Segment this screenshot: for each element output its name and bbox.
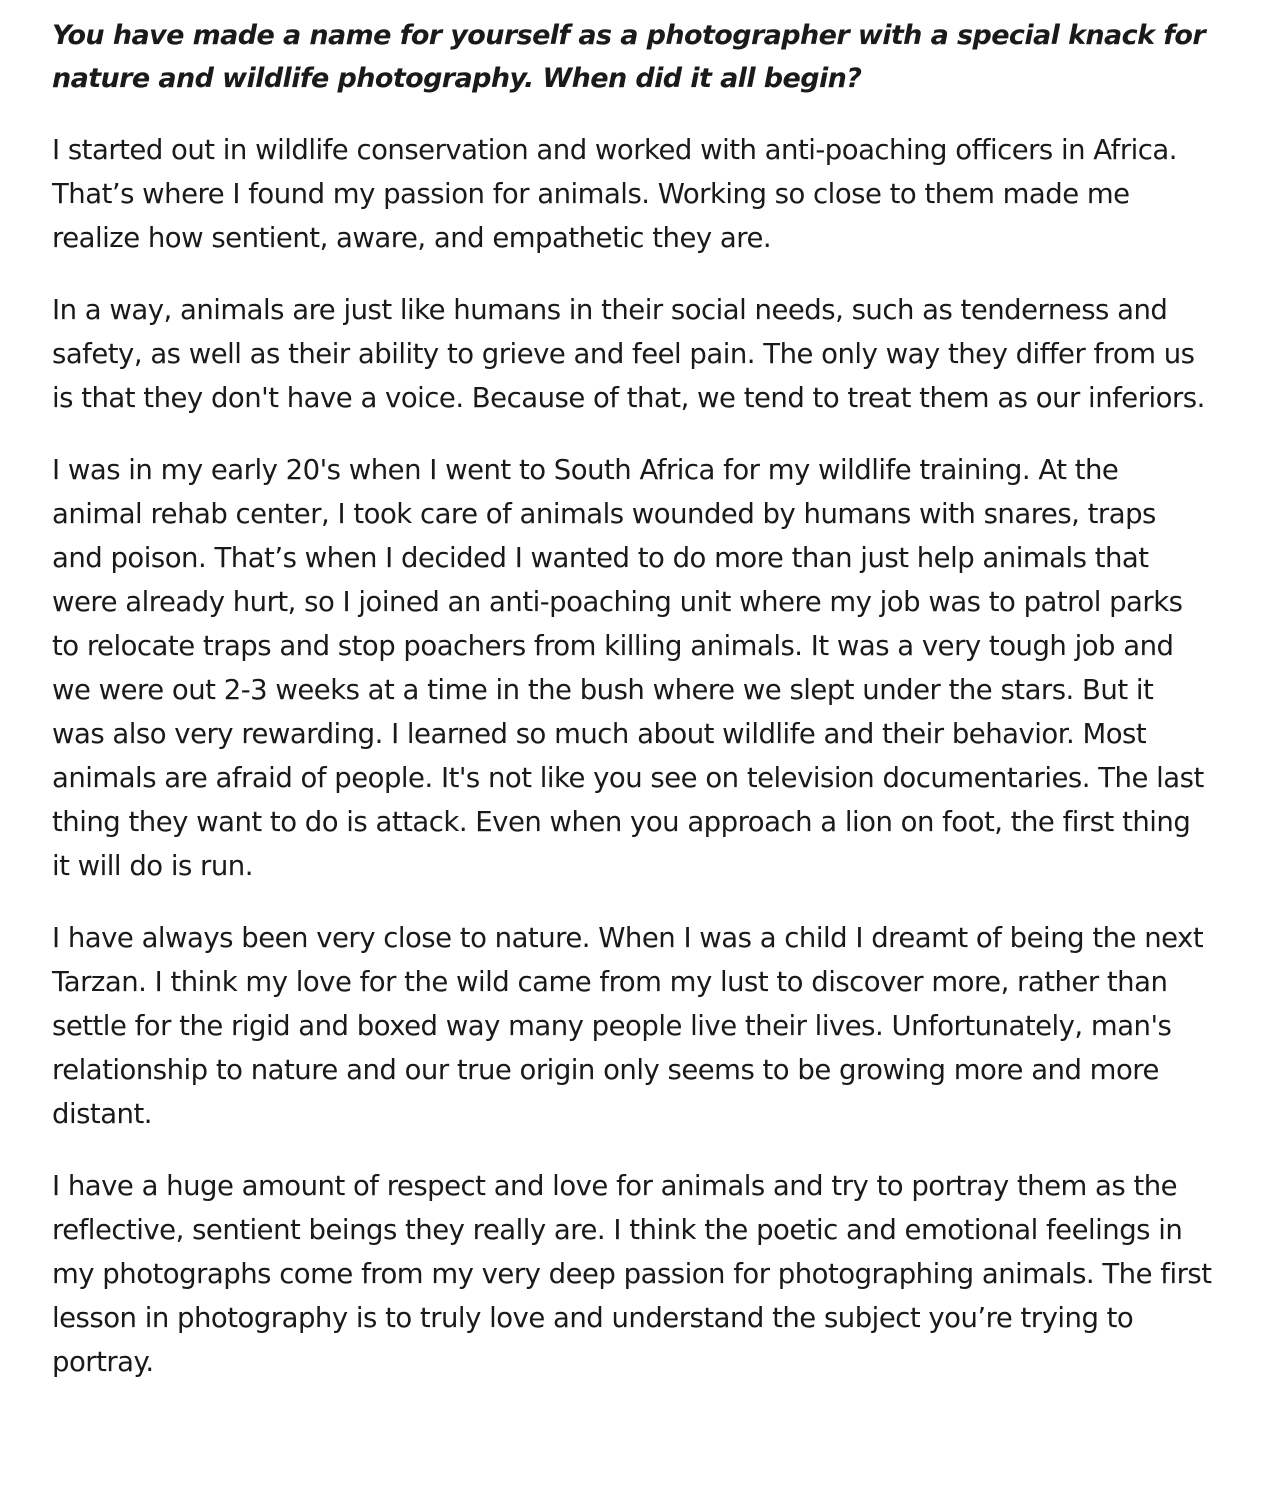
interview-question: You have made a name for yourself as a photographer with a special knack for nature and wildlife photography. When did it all begin? bbox=[52, 20, 1206, 94]
answer-paragraph-1: I started out in wildlife conservation and worked with anti-poaching officers in Africa. That’s where I found my passion for animals. Working so close to them made me realize how sentient, aware, and empathetic they are. bbox=[52, 134, 1177, 254]
answer-paragraph-4: I have always been very close to nature. When I was a child I dreamt of being the next Tarzan. I think my love for the wild came from my lust to discover more, rather than settle for the rigid and boxed way many people live their lives. Unfortunately, man's relationship to nature and our true origin only seems to be growing more and more distant. bbox=[52, 922, 1204, 1130]
answer-paragraph-5: I have a huge amount of respect and love for animals and try to portray them as the reflective, sentient beings they really are. I think the poetic and emotional feelings in my photographs come from my very deep passion for photographing animals. The first lesson in photography is to truly love and understand the subject you’re trying to portray. bbox=[52, 1170, 1212, 1378]
answer-paragraph-2: In a way, animals are just like humans in their social needs, such as tenderness and safety, as well as their ability to grieve and feel pain. The only way they differ from us is that they don't have a voice. Because of that, we tend to treat them as our inferiors. bbox=[52, 294, 1205, 414]
answer-paragraph-3: I was in my early 20's when I went to South Africa for my wildlife training. At the animal rehab center, I took care of animals wounded by humans with snares, traps and poison. That’s when I decided I wanted to do more than just help animals that were already hurt, so I joined an anti-poaching unit where my job was to patrol parks to relocate traps and stop poachers from killing animals. It was a very tough job and we were out 2-3 weeks at a time in the bush where we slept under the stars. But it was also very rewarding. I learned so much about wildlife and their behavior. Most animals are afraid of people. It's not like you see on television documentaries. The last thing they want to do is attack. Even when you approach a lion on foot, the first thing it will do is run. bbox=[52, 454, 1204, 882]
interview-article bbox=[52, 14, 1212, 1384]
